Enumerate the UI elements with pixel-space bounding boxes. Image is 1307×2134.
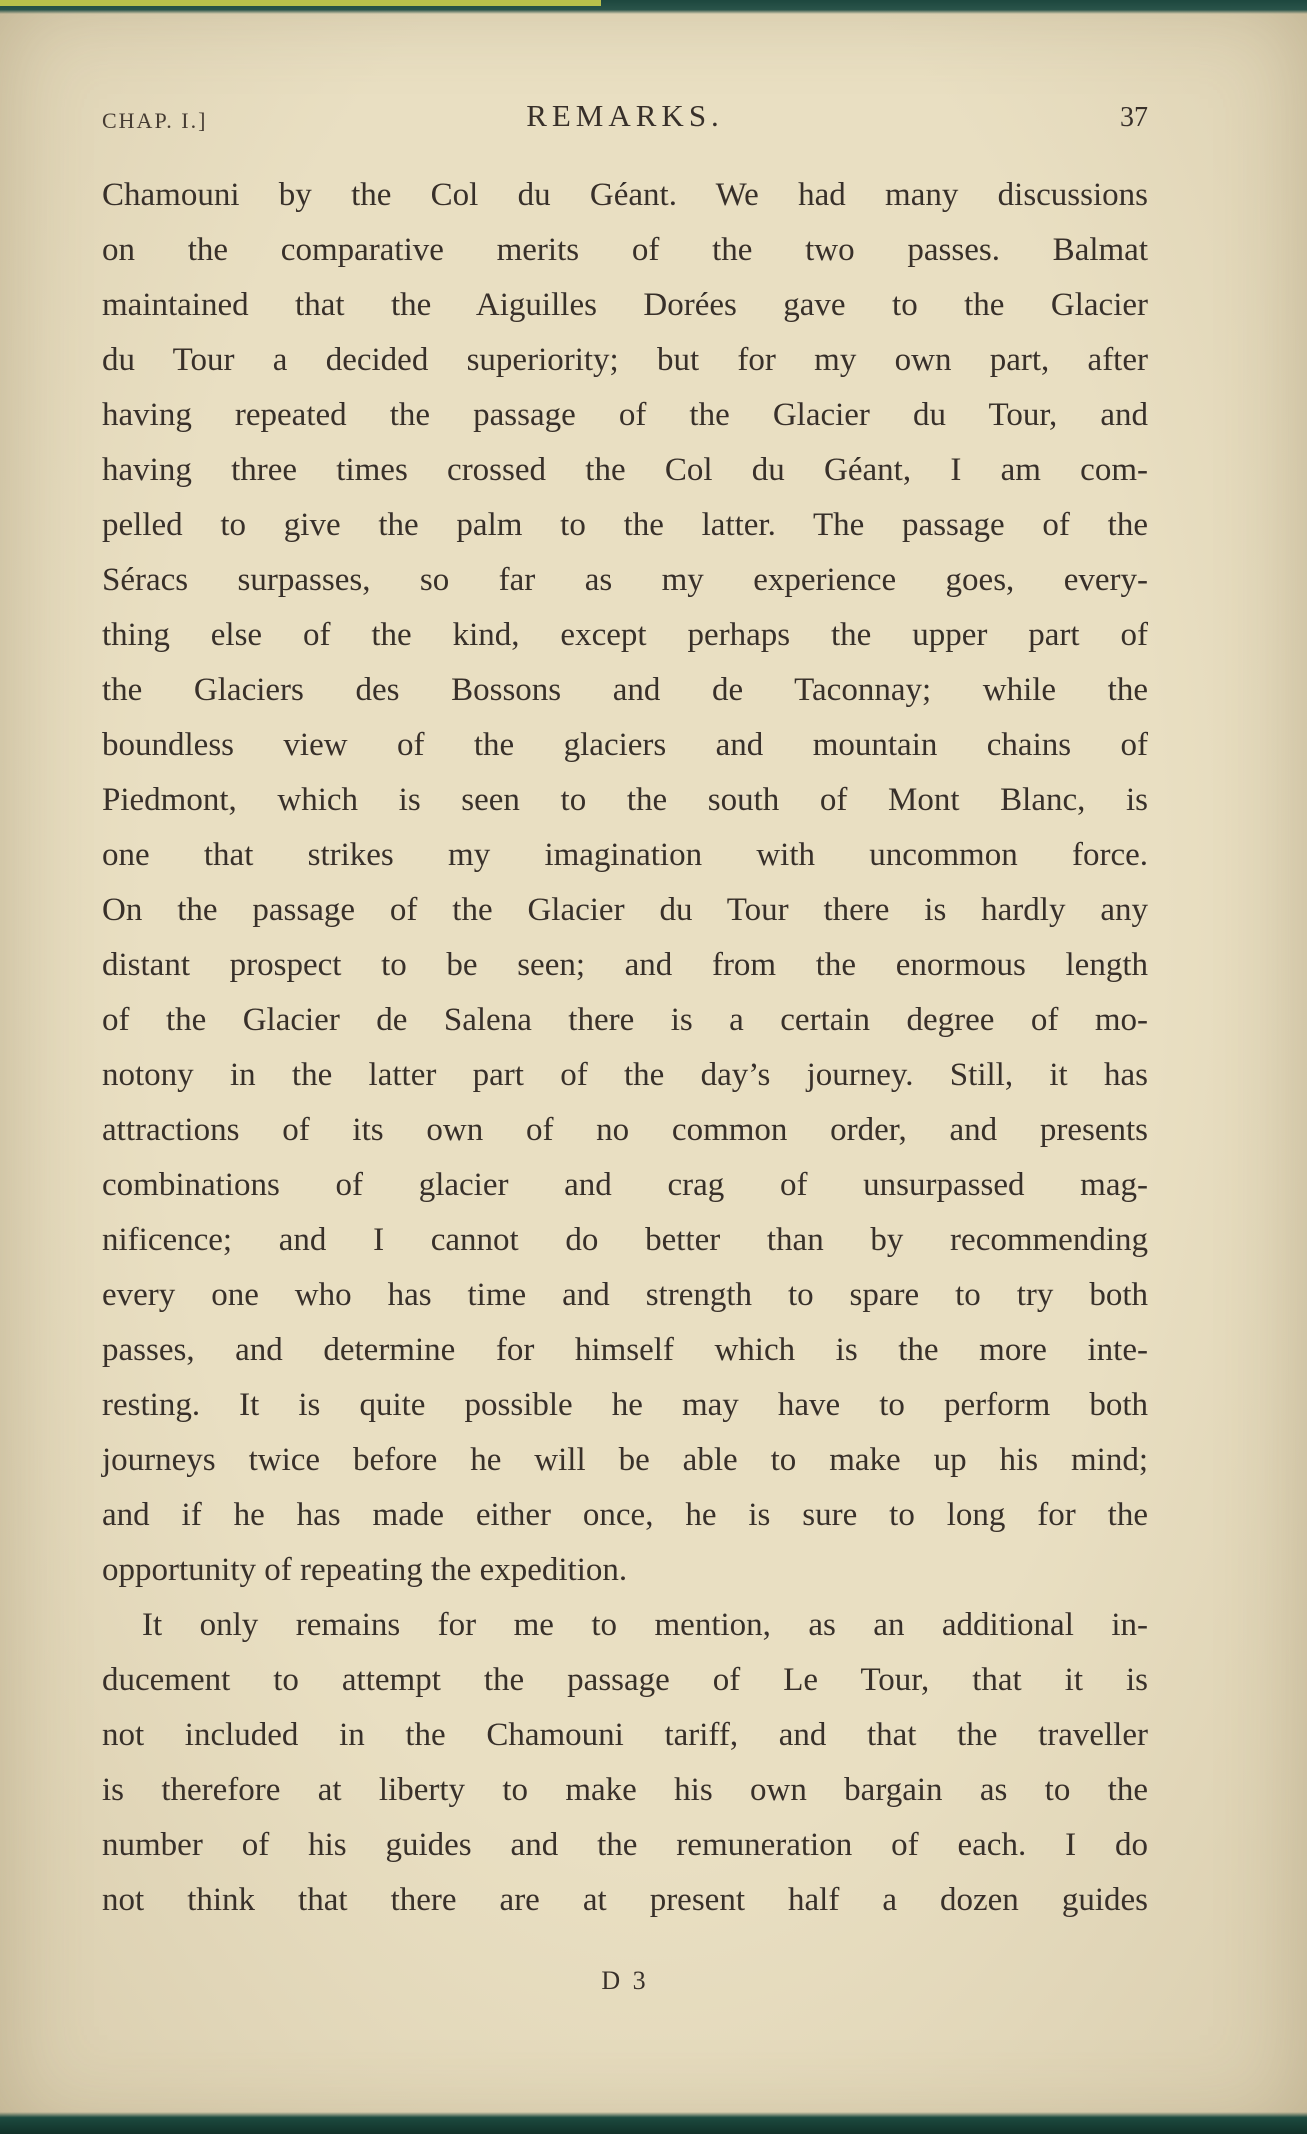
paragraph	[102, 1598, 1148, 1928]
text-line: Chamouni by the Col du Géant. We had many discussions	[102, 177, 1148, 213]
text-line: one that strikes my imagination with uncommon force.	[102, 837, 1148, 873]
text-line: pelled to give the palm to the latter. The passage of the	[102, 507, 1148, 543]
text-line: Séracs surpasses, so far as my experience goes, every-	[102, 562, 1148, 598]
text-line: combinations of glacier and crag of unsurpassed mag-	[102, 1167, 1148, 1203]
text-line: On the passage of the Glacier du Tour there is hardly any	[102, 892, 1148, 928]
text-line: and if he has made either once, he is sure to long for the	[102, 1497, 1148, 1533]
text-line: nificence; and I cannot do better than by recommending	[102, 1222, 1148, 1258]
text-line: having three times crossed the Col du Géant, I am com-	[102, 452, 1148, 488]
text-line: not included in the Chamouni tariff, and that the traveller	[102, 1717, 1148, 1753]
text-line: opportunity of repeating the expedition.	[102, 1552, 628, 1588]
text-line: having repeated the passage of the Glacier du Tour, and	[102, 397, 1148, 433]
text-line: It only remains for me to mention, as an additional in-	[142, 1607, 1148, 1643]
text-line: distant prospect to be seen; and from the enormous length	[102, 947, 1148, 983]
paragraph	[102, 168, 1148, 1598]
scan-edge-top	[0, 0, 1307, 14]
signature-mark: D 3	[601, 1966, 649, 1995]
text-line: not think that there are at present half a dozen guides	[102, 1882, 1148, 1918]
text-line: journeys twice before he will be able to make up his mind;	[102, 1442, 1148, 1478]
text-block	[102, 168, 1148, 1928]
text-line: du Tour a decided superiority; but for my own part, after	[102, 342, 1148, 378]
text-line: on the comparative merits of the two passes. Balmat	[102, 232, 1148, 268]
text-line: boundless view of the glaciers and mountain chains of	[102, 727, 1148, 763]
text-line: maintained that the Aiguilles Dorées gave to the Glacier	[102, 287, 1148, 323]
page-heading: REMARKS.	[526, 98, 724, 133]
running-head	[102, 90, 1148, 134]
scan-edge-bottom	[0, 2112, 1307, 2134]
page-number: 37	[1120, 102, 1148, 133]
text-line: number of his guides and the remuneration of each. I do	[102, 1827, 1148, 1863]
text-line: every one who has time and strength to spare to try both	[102, 1277, 1148, 1313]
chapter-label: CHAP. I.]	[102, 108, 208, 133]
text-line: Piedmont, which is seen to the south of Mont Blanc, is	[102, 782, 1148, 818]
text-line: ducement to attempt the passage of Le Tour, that it is	[102, 1662, 1148, 1698]
text-line: resting. It is quite possible he may have to perform both	[102, 1387, 1148, 1423]
scan-edge-accent	[0, 0, 601, 6]
text-line: notony in the latter part of the day’s journey. Still, it has	[102, 1057, 1148, 1093]
text-line: of the Glacier de Salena there is a certain degree of mo-	[102, 1002, 1148, 1038]
text-line: thing else of the kind, except perhaps the upper part of	[102, 617, 1148, 653]
text-line: the Glaciers des Bossons and de Taconnay; while the	[102, 672, 1148, 708]
text-line: passes, and determine for himself which is the more inte-	[102, 1332, 1148, 1368]
text-line: is therefore at liberty to make his own bargain as to the	[102, 1772, 1148, 1808]
text-line: attractions of its own of no common order, and presents	[102, 1112, 1148, 1148]
